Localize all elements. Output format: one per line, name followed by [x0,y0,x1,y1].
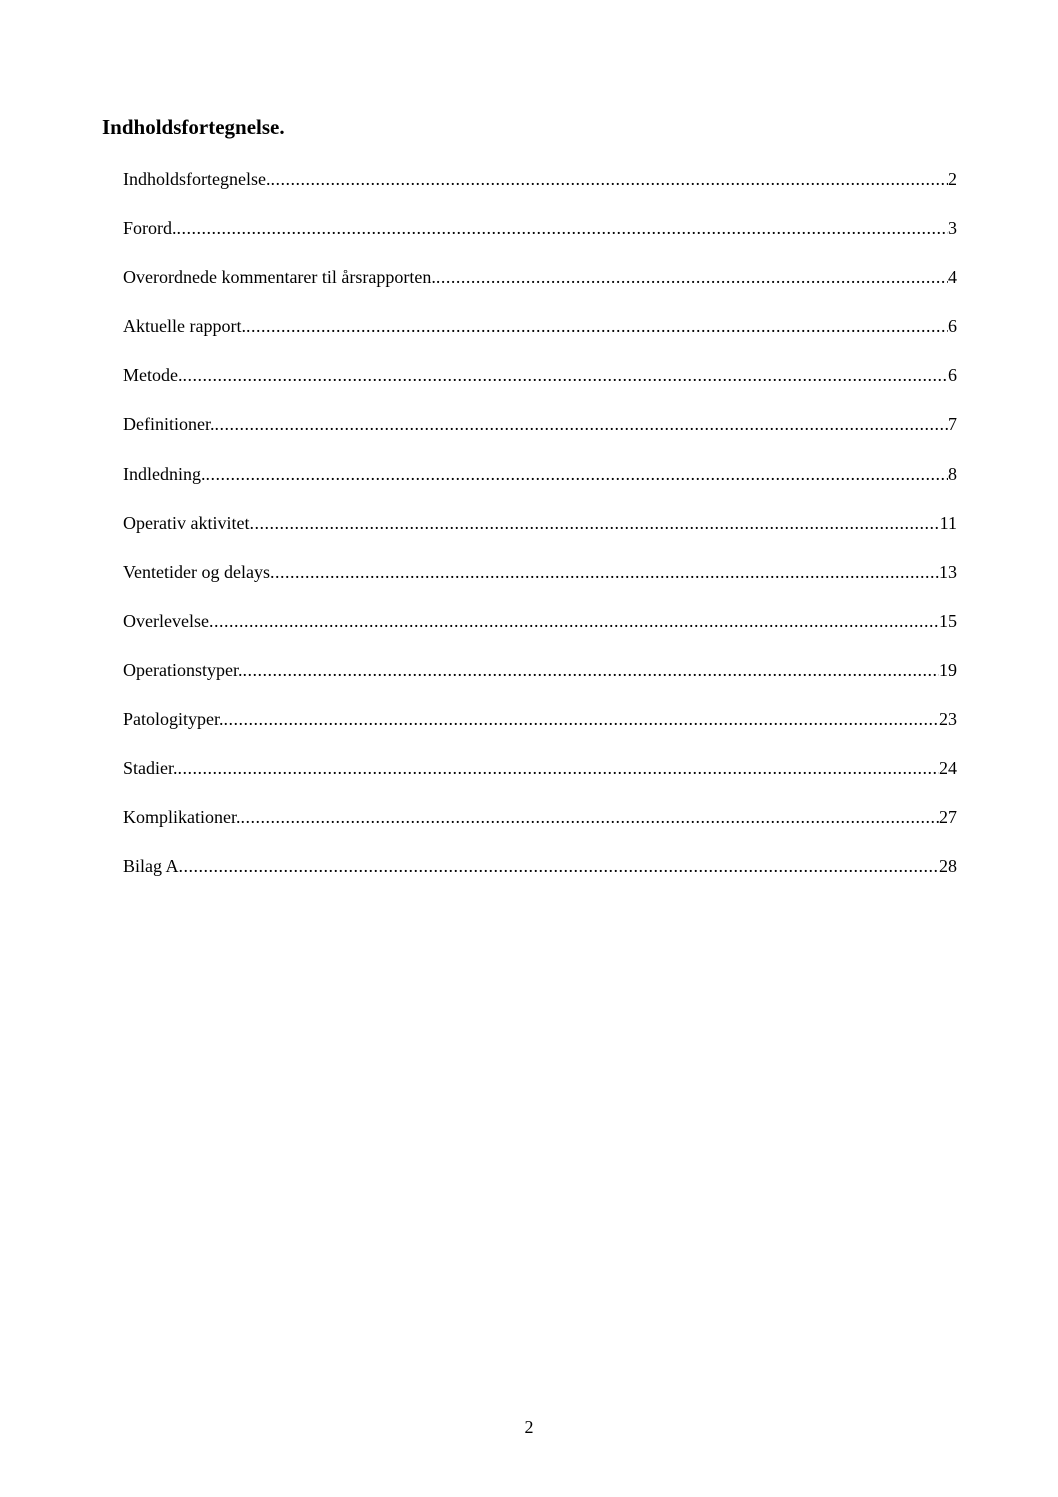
toc-entry[interactable] [123,410,957,459]
toc-entry-label: Operationstyper. [123,659,243,680]
toc-entry[interactable] [123,705,957,754]
toc-entry-page: 4 [948,267,957,288]
toc-entry-page: 8 [948,463,957,484]
toc-dot-leader [182,361,948,389]
toc-entry-label: Forord. [123,218,177,239]
toc-entry-label: Ventetider og delays [123,561,270,582]
toc-entry-label: Bilag A [123,856,179,877]
toc-dot-leader [214,410,948,438]
toc-dot-leader [240,803,939,831]
toc-entry[interactable] [123,754,957,803]
page-number: 2 [524,1417,534,1437]
toc-dot-leader [270,165,948,193]
toc-entry-label: Stadier. [123,758,178,779]
toc-entry-label: Aktuelle rapport. [123,316,246,337]
table-of-contents [123,165,957,901]
toc-dot-leader [246,312,948,340]
toc-entry-page: 11 [939,512,957,533]
toc-entry[interactable] [123,165,957,214]
toc-dot-leader [270,558,939,586]
toc-entry-page: 23 [939,709,957,730]
toc-entry-page: 24 [939,758,957,779]
toc-entry[interactable] [123,460,957,509]
toc-entry[interactable] [123,509,957,558]
toc-entry-page: 15 [939,610,957,631]
toc-entry-label: Komplikationer. [123,807,241,828]
toc-dot-leader [206,460,949,488]
toc-entry-label: Operativ aktivitet [123,512,250,533]
toc-entry-page: 6 [948,365,957,386]
toc-entry-label: Indledning. [123,463,206,484]
toc-entry-page: 7 [948,414,957,435]
toc-entry-label: Indholdsfortegnelse. [123,169,271,189]
toc-entry-label: Overordnede kommentarer til årsrapporten. [123,267,436,288]
toc-dot-leader [224,705,940,733]
toc-dot-leader [242,656,939,684]
toc-entry-label: Overlevelse [123,610,209,631]
toc-entry-page: 2 [948,169,957,189]
toc-entry[interactable] [123,656,957,705]
toc-heading: Indholdsfortegnelse. [102,115,285,139]
toc-entry-page: 13 [939,561,957,582]
toc-entry-page: 6 [948,316,957,337]
toc-entry-label: Metode. [123,365,183,386]
toc-entry-page: 27 [939,807,957,828]
toc-entry[interactable] [123,361,957,410]
toc-entry-page: 3 [948,218,957,239]
toc-dot-leader [436,263,948,291]
toc-entry-page: 28 [939,856,957,877]
toc-entry-label: Patologityper. [123,709,224,730]
toc-entry[interactable] [123,852,957,901]
toc-entry[interactable] [123,263,957,312]
toc-dot-leader [179,852,939,880]
toc-entry[interactable] [123,803,957,852]
toc-dot-leader [249,509,939,537]
toc-entry[interactable] [123,214,957,263]
toc-dot-leader [178,754,940,782]
toc-entry-page: 19 [939,659,957,680]
toc-entry[interactable] [123,607,957,656]
toc-entry-label: Definitioner. [123,414,215,435]
toc-entry[interactable] [123,558,957,607]
toc-dot-leader [177,214,949,242]
toc-dot-leader [209,607,939,635]
toc-entry[interactable] [123,312,957,361]
